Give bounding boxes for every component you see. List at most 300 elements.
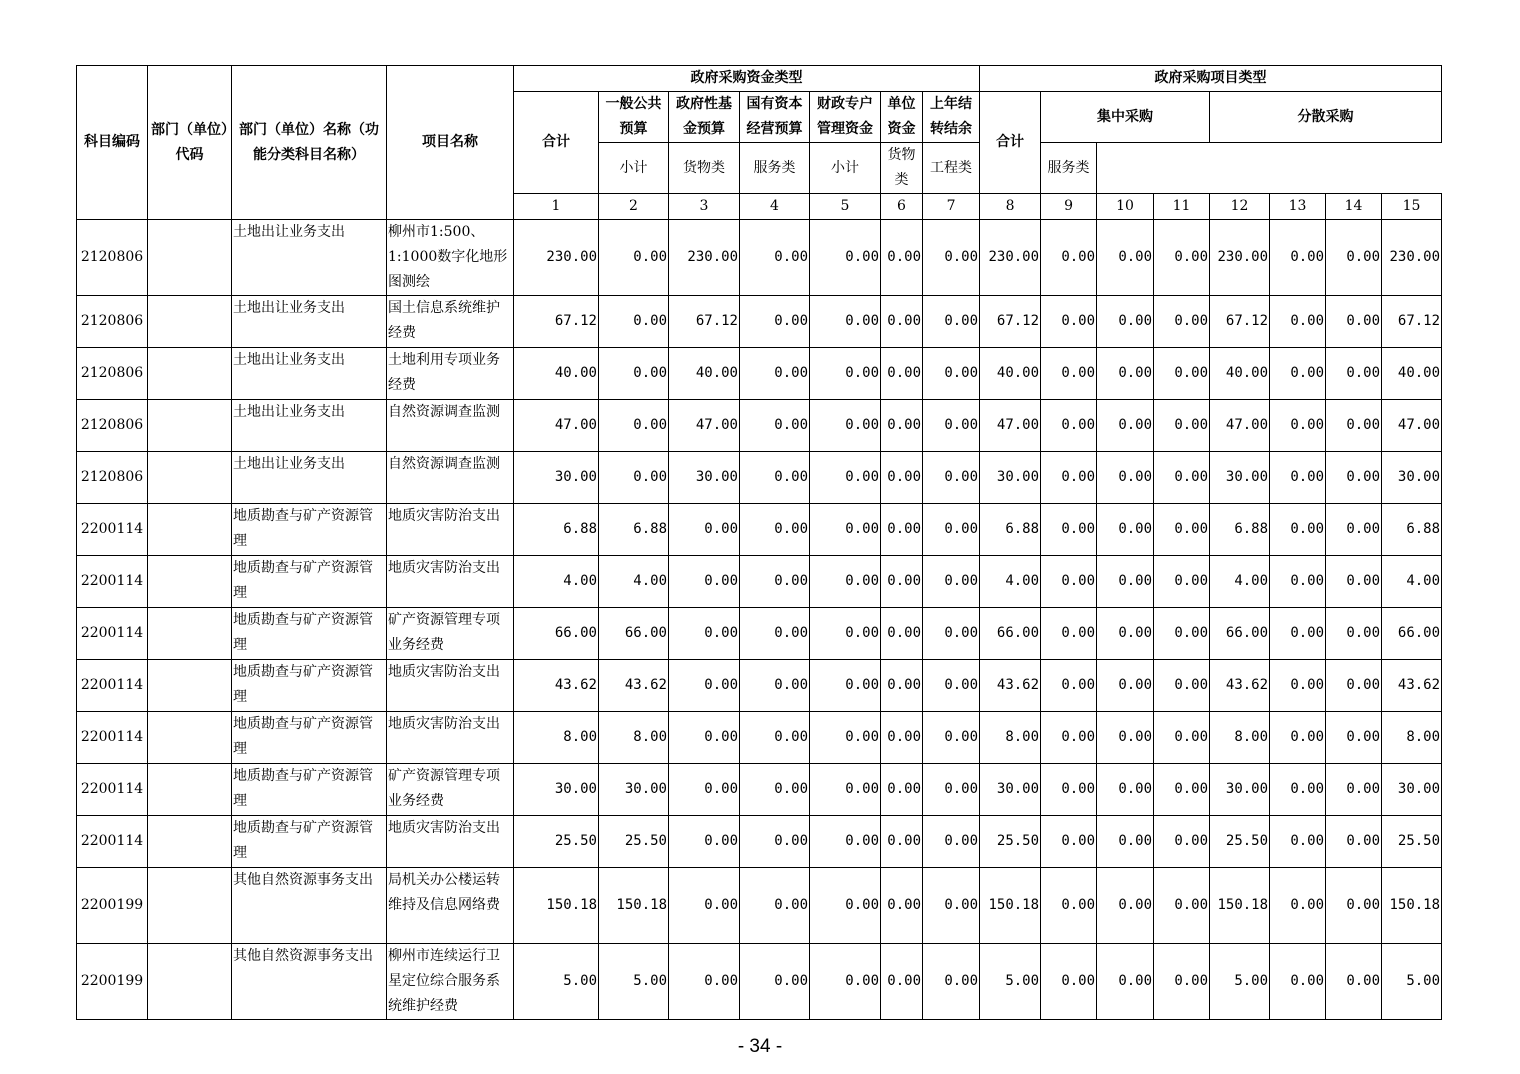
amount-cell: 0.00 [1154, 712, 1210, 764]
amount-cell: 30.00 [514, 452, 599, 504]
amount-cell: 0.00 [881, 608, 923, 660]
subject-code-cell: 2200114 [77, 712, 148, 764]
amount-cell: 0.00 [810, 220, 881, 296]
table-body [77, 220, 1442, 1020]
subject-code-cell: 2200114 [77, 660, 148, 712]
amount-cell: 0.00 [810, 296, 881, 348]
amount-cell: 0.00 [1097, 400, 1154, 452]
amount-cell: 0.00 [1270, 452, 1326, 504]
amount-cell: 0.00 [669, 504, 740, 556]
dept-code-cell [148, 348, 232, 400]
column-number: 4 [740, 194, 810, 220]
header-central-subtotal: 小计 [599, 143, 669, 194]
amount-cell: 0.00 [1326, 296, 1382, 348]
table-row [77, 816, 1442, 868]
amount-cell: 0.00 [599, 220, 669, 296]
table-row [77, 712, 1442, 764]
amount-cell: 230.00 [1382, 220, 1442, 296]
amount-cell: 0.00 [1326, 556, 1382, 608]
amount-cell: 0.00 [1326, 764, 1382, 816]
amount-cell: 0.00 [1041, 504, 1097, 556]
amount-cell: 0.00 [740, 712, 810, 764]
amount-cell: 0.00 [1270, 400, 1326, 452]
amount-cell: 0.00 [599, 348, 669, 400]
dept-name-cell: 地质勘查与矿产资源管理 [232, 504, 387, 556]
table-row [77, 660, 1442, 712]
amount-cell: 43.62 [514, 660, 599, 712]
amount-cell: 150.18 [980, 868, 1041, 944]
amount-cell: 0.00 [669, 764, 740, 816]
amount-cell: 0.00 [1154, 764, 1210, 816]
column-number: 14 [1326, 194, 1382, 220]
header-dispersed-engineering: 工程类 [923, 143, 980, 194]
amount-cell: 0.00 [1097, 868, 1154, 944]
amount-cell: 0.00 [1097, 556, 1154, 608]
dept-name-cell: 地质勘查与矿产资源管理 [232, 556, 387, 608]
amount-cell: 0.00 [1041, 608, 1097, 660]
amount-cell: 0.00 [1270, 764, 1326, 816]
amount-cell: 0.00 [1270, 660, 1326, 712]
table-row [77, 868, 1442, 944]
project-name-cell: 地质灾害防治支出 [387, 504, 514, 556]
header-project-type-group: 政府采购项目类型 [980, 66, 1442, 92]
amount-cell: 150.18 [599, 868, 669, 944]
amount-cell: 67.12 [669, 296, 740, 348]
amount-cell: 5.00 [980, 944, 1041, 1020]
header-general-budget: 一般公共预算 [599, 92, 669, 143]
dept-name-cell: 土地出让业务支出 [232, 296, 387, 348]
dept-name-cell: 地质勘查与矿产资源管理 [232, 660, 387, 712]
dept-name-cell: 其他自然资源事务支出 [232, 868, 387, 944]
amount-cell: 0.00 [923, 712, 980, 764]
amount-cell: 30.00 [1210, 764, 1270, 816]
subject-code-cell: 2120806 [77, 452, 148, 504]
amount-cell: 0.00 [923, 868, 980, 944]
amount-cell: 47.00 [1382, 400, 1442, 452]
amount-cell: 0.00 [740, 556, 810, 608]
amount-cell: 6.88 [599, 504, 669, 556]
amount-cell: 0.00 [1097, 944, 1154, 1020]
amount-cell: 0.00 [923, 556, 980, 608]
column-number: 3 [669, 194, 740, 220]
table-row [77, 608, 1442, 660]
subject-code-cell: 2200114 [77, 504, 148, 556]
amount-cell: 0.00 [1270, 868, 1326, 944]
amount-cell: 0.00 [1326, 660, 1382, 712]
amount-cell: 0.00 [1041, 452, 1097, 504]
amount-cell: 0.00 [599, 400, 669, 452]
dept-code-cell [148, 296, 232, 348]
amount-cell: 67.12 [1210, 296, 1270, 348]
amount-cell: 0.00 [599, 296, 669, 348]
subject-code-cell: 2200199 [77, 944, 148, 1020]
subject-code-cell: 2200114 [77, 764, 148, 816]
header-dispersed-goods: 货物类 [881, 143, 923, 194]
amount-cell: 4.00 [514, 556, 599, 608]
amount-cell: 230.00 [980, 220, 1041, 296]
amount-cell: 0.00 [881, 452, 923, 504]
project-name-cell: 地质灾害防治支出 [387, 816, 514, 868]
amount-cell: 0.00 [1097, 816, 1154, 868]
header-state-capital-budget: 国有资本经营预算 [740, 92, 810, 143]
column-number: 11 [1154, 194, 1210, 220]
amount-cell: 0.00 [740, 452, 810, 504]
dept-code-cell [148, 816, 232, 868]
dept-name-cell: 地质勘查与矿产资源管理 [232, 816, 387, 868]
dept-name-cell: 其他自然资源事务支出 [232, 944, 387, 1020]
dept-code-cell [148, 712, 232, 764]
amount-cell: 25.50 [980, 816, 1041, 868]
amount-cell: 47.00 [1210, 400, 1270, 452]
amount-cell: 66.00 [980, 608, 1041, 660]
amount-cell: 0.00 [1041, 764, 1097, 816]
amount-cell: 0.00 [810, 868, 881, 944]
amount-cell: 0.00 [881, 556, 923, 608]
column-number: 10 [1097, 194, 1154, 220]
amount-cell: 0.00 [1154, 556, 1210, 608]
amount-cell: 5.00 [1382, 944, 1442, 1020]
table-row [77, 764, 1442, 816]
amount-cell: 5.00 [599, 944, 669, 1020]
amount-cell: 0.00 [669, 816, 740, 868]
amount-cell: 5.00 [514, 944, 599, 1020]
amount-cell: 0.00 [1041, 348, 1097, 400]
amount-cell: 230.00 [669, 220, 740, 296]
amount-cell: 43.62 [1210, 660, 1270, 712]
amount-cell: 0.00 [1154, 220, 1210, 296]
header-fund-type-group: 政府采购资金类型 [514, 66, 980, 92]
amount-cell: 0.00 [1326, 868, 1382, 944]
amount-cell: 0.00 [923, 660, 980, 712]
amount-cell: 0.00 [1326, 452, 1382, 504]
column-number: 6 [881, 194, 923, 220]
dept-name-cell: 土地出让业务支出 [232, 220, 387, 296]
amount-cell: 6.88 [514, 504, 599, 556]
amount-cell: 30.00 [980, 452, 1041, 504]
amount-cell: 0.00 [1097, 348, 1154, 400]
amount-cell: 0.00 [810, 556, 881, 608]
table-row [77, 452, 1442, 504]
amount-cell: 67.12 [980, 296, 1041, 348]
amount-cell: 0.00 [881, 816, 923, 868]
amount-cell: 67.12 [514, 296, 599, 348]
dept-name-cell: 土地出让业务支出 [232, 348, 387, 400]
amount-cell: 0.00 [810, 816, 881, 868]
subject-code-cell: 2120806 [77, 220, 148, 296]
amount-cell: 0.00 [1154, 944, 1210, 1020]
amount-cell: 0.00 [1154, 400, 1210, 452]
column-number: 8 [980, 194, 1041, 220]
header-project-name: 项目名称 [387, 66, 514, 220]
amount-cell: 0.00 [740, 816, 810, 868]
dept-code-cell [148, 764, 232, 816]
project-name-cell: 自然资源调查监测 [387, 452, 514, 504]
project-name-cell: 地质灾害防治支出 [387, 556, 514, 608]
dept-name-cell: 土地出让业务支出 [232, 400, 387, 452]
amount-cell: 0.00 [1041, 556, 1097, 608]
amount-cell: 30.00 [599, 764, 669, 816]
amount-cell: 0.00 [1270, 220, 1326, 296]
amount-cell: 43.62 [599, 660, 669, 712]
amount-cell: 0.00 [881, 504, 923, 556]
amount-cell: 0.00 [740, 348, 810, 400]
subject-code-cell: 2120806 [77, 348, 148, 400]
amount-cell: 0.00 [923, 944, 980, 1020]
amount-cell: 43.62 [980, 660, 1041, 712]
amount-cell: 0.00 [1097, 764, 1154, 816]
project-name-cell: 土地利用专项业务经费 [387, 348, 514, 400]
project-name-cell: 地质灾害防治支出 [387, 712, 514, 764]
amount-cell: 0.00 [1270, 296, 1326, 348]
amount-cell: 0.00 [810, 944, 881, 1020]
amount-cell: 0.00 [1326, 504, 1382, 556]
amount-cell: 66.00 [514, 608, 599, 660]
amount-cell: 0.00 [1154, 816, 1210, 868]
amount-cell: 8.00 [1210, 712, 1270, 764]
amount-cell: 0.00 [1270, 504, 1326, 556]
amount-cell: 0.00 [1270, 712, 1326, 764]
project-name-cell: 柳州市连续运行卫星定位综合服务系统维护经费 [387, 944, 514, 1020]
project-name-cell: 矿产资源管理专项业务经费 [387, 764, 514, 816]
amount-cell: 0.00 [810, 712, 881, 764]
header-dept-code: 部门（单位）代码 [148, 66, 232, 220]
table-row [77, 504, 1442, 556]
amount-cell: 0.00 [881, 764, 923, 816]
amount-cell: 0.00 [669, 660, 740, 712]
amount-cell: 0.00 [1041, 816, 1097, 868]
amount-cell: 0.00 [1154, 868, 1210, 944]
amount-cell: 47.00 [669, 400, 740, 452]
subject-code-cell: 2200114 [77, 608, 148, 660]
amount-cell: 0.00 [923, 764, 980, 816]
amount-cell: 0.00 [810, 504, 881, 556]
subject-code-cell: 2120806 [77, 400, 148, 452]
amount-cell: 0.00 [1097, 712, 1154, 764]
amount-cell: 0.00 [923, 452, 980, 504]
amount-cell: 150.18 [514, 868, 599, 944]
amount-cell: 0.00 [881, 712, 923, 764]
amount-cell: 0.00 [1326, 400, 1382, 452]
amount-cell: 0.00 [1041, 660, 1097, 712]
header-unit-fund: 单位资金 [881, 92, 923, 143]
table-row [77, 348, 1442, 400]
amount-cell: 0.00 [923, 220, 980, 296]
amount-cell: 0.00 [1326, 712, 1382, 764]
amount-cell: 8.00 [599, 712, 669, 764]
amount-cell: 40.00 [980, 348, 1041, 400]
amount-cell: 0.00 [1041, 712, 1097, 764]
amount-cell: 0.00 [810, 764, 881, 816]
page-number: - 34 - [737, 1036, 783, 1057]
header-dispersed-procurement: 分散采购 [1210, 92, 1442, 143]
dept-code-cell [148, 608, 232, 660]
project-name-cell: 自然资源调查监测 [387, 400, 514, 452]
dept-code-cell [148, 660, 232, 712]
amount-cell: 0.00 [1154, 348, 1210, 400]
project-name-cell: 局机关办公楼运转维持及信息网络费 [387, 868, 514, 944]
dept-code-cell [148, 220, 232, 296]
column-number: 9 [1041, 194, 1097, 220]
amount-cell: 0.00 [810, 348, 881, 400]
amount-cell: 6.88 [1210, 504, 1270, 556]
amount-cell: 0.00 [1154, 608, 1210, 660]
project-name-cell: 矿产资源管理专项业务经费 [387, 608, 514, 660]
header-subject-code: 科目编码 [77, 66, 148, 220]
amount-cell: 0.00 [599, 452, 669, 504]
dept-name-cell: 地质勘查与矿产资源管理 [232, 764, 387, 816]
project-name-cell: 地质灾害防治支出 [387, 660, 514, 712]
amount-cell: 230.00 [514, 220, 599, 296]
amount-cell: 0.00 [1097, 220, 1154, 296]
amount-cell: 0.00 [881, 944, 923, 1020]
amount-cell: 4.00 [1382, 556, 1442, 608]
dept-code-cell [148, 452, 232, 504]
amount-cell: 0.00 [740, 660, 810, 712]
amount-cell: 30.00 [1382, 452, 1442, 504]
procurement-table [76, 65, 1442, 1020]
column-number: 15 [1382, 194, 1442, 220]
amount-cell: 0.00 [810, 452, 881, 504]
amount-cell: 0.00 [923, 504, 980, 556]
dept-code-cell [148, 944, 232, 1020]
amount-cell: 0.00 [1041, 296, 1097, 348]
amount-cell: 0.00 [1154, 296, 1210, 348]
amount-cell: 40.00 [514, 348, 599, 400]
amount-cell: 66.00 [599, 608, 669, 660]
amount-cell: 6.88 [980, 504, 1041, 556]
amount-cell: 0.00 [1326, 944, 1382, 1020]
amount-cell: 0.00 [740, 868, 810, 944]
amount-cell: 230.00 [1210, 220, 1270, 296]
subject-code-cell: 2200114 [77, 816, 148, 868]
amount-cell: 0.00 [881, 400, 923, 452]
amount-cell: 0.00 [740, 764, 810, 816]
amount-cell: 25.50 [1382, 816, 1442, 868]
column-number: 7 [923, 194, 980, 220]
header-central-services: 服务类 [740, 143, 810, 194]
amount-cell: 0.00 [881, 348, 923, 400]
amount-cell: 0.00 [1041, 868, 1097, 944]
amount-cell: 0.00 [1326, 348, 1382, 400]
amount-cell: 150.18 [1382, 868, 1442, 944]
header-fund-total: 合计 [514, 92, 599, 194]
amount-cell: 0.00 [1041, 400, 1097, 452]
subject-code-cell: 2200199 [77, 868, 148, 944]
amount-cell: 0.00 [881, 220, 923, 296]
amount-cell: 0.00 [1097, 504, 1154, 556]
header-special-account-fund: 财政专户管理资金 [810, 92, 881, 143]
amount-cell: 0.00 [810, 608, 881, 660]
amount-cell: 0.00 [810, 660, 881, 712]
amount-cell: 30.00 [980, 764, 1041, 816]
column-number: 12 [1210, 194, 1270, 220]
amount-cell: 0.00 [1154, 660, 1210, 712]
amount-cell: 25.50 [514, 816, 599, 868]
dept-name-cell: 地质勘查与矿产资源管理 [232, 712, 387, 764]
amount-cell: 0.00 [669, 712, 740, 764]
amount-cell: 0.00 [1097, 452, 1154, 504]
amount-cell: 40.00 [1382, 348, 1442, 400]
header-dept-name: 部门（单位）名称（功能分类科目名称） [232, 66, 387, 220]
amount-cell: 0.00 [1041, 220, 1097, 296]
column-number: 1 [514, 194, 599, 220]
amount-cell: 0.00 [923, 816, 980, 868]
amount-cell: 8.00 [1382, 712, 1442, 764]
amount-cell: 4.00 [980, 556, 1041, 608]
amount-cell: 0.00 [923, 608, 980, 660]
amount-cell: 0.00 [740, 220, 810, 296]
header-project-total: 合计 [980, 92, 1041, 194]
dept-code-cell [148, 868, 232, 944]
dept-name-cell: 地质勘查与矿产资源管理 [232, 608, 387, 660]
amount-cell: 0.00 [1326, 608, 1382, 660]
amount-cell: 47.00 [514, 400, 599, 452]
amount-cell: 0.00 [1154, 504, 1210, 556]
project-name-cell: 国土信息系统维护经费 [387, 296, 514, 348]
amount-cell: 0.00 [669, 608, 740, 660]
amount-cell: 0.00 [923, 296, 980, 348]
column-number: 13 [1270, 194, 1326, 220]
amount-cell: 0.00 [669, 944, 740, 1020]
amount-cell: 0.00 [740, 504, 810, 556]
amount-cell: 30.00 [514, 764, 599, 816]
amount-cell: 4.00 [1210, 556, 1270, 608]
amount-cell: 25.50 [1210, 816, 1270, 868]
amount-cell: 0.00 [1270, 348, 1326, 400]
table-row [77, 556, 1442, 608]
subject-code-cell: 2200114 [77, 556, 148, 608]
amount-cell: 8.00 [514, 712, 599, 764]
amount-cell: 0.00 [1154, 452, 1210, 504]
header-carryover: 上年结转结余 [923, 92, 980, 143]
amount-cell: 0.00 [1326, 816, 1382, 868]
table-row [77, 400, 1442, 452]
amount-cell: 67.12 [1382, 296, 1442, 348]
amount-cell: 8.00 [980, 712, 1041, 764]
amount-cell: 0.00 [881, 868, 923, 944]
dept-name-cell: 土地出让业务支出 [232, 452, 387, 504]
amount-cell: 25.50 [599, 816, 669, 868]
column-number: 5 [810, 194, 881, 220]
dept-code-cell [148, 400, 232, 452]
amount-cell: 0.00 [1270, 944, 1326, 1020]
amount-cell: 0.00 [1270, 608, 1326, 660]
amount-cell: 0.00 [740, 608, 810, 660]
header-gov-fund-budget: 政府性基金预算 [669, 92, 740, 143]
amount-cell: 0.00 [740, 400, 810, 452]
amount-cell: 0.00 [740, 296, 810, 348]
dept-code-cell [148, 556, 232, 608]
table-row [77, 220, 1442, 296]
amount-cell: 150.18 [1210, 868, 1270, 944]
subject-code-cell: 2120806 [77, 296, 148, 348]
amount-cell: 66.00 [1210, 608, 1270, 660]
project-name-cell: 柳州市1:500、1:1000数字化地形图测绘 [387, 220, 514, 296]
header-central-goods: 货物类 [669, 143, 740, 194]
amount-cell: 4.00 [599, 556, 669, 608]
amount-cell: 0.00 [1097, 296, 1154, 348]
column-number: 2 [599, 194, 669, 220]
header-central-procurement: 集中采购 [1041, 92, 1210, 143]
amount-cell: 0.00 [923, 400, 980, 452]
dept-code-cell [148, 504, 232, 556]
amount-cell: 30.00 [1382, 764, 1442, 816]
amount-cell: 0.00 [810, 400, 881, 452]
amount-cell: 0.00 [881, 660, 923, 712]
amount-cell: 66.00 [1382, 608, 1442, 660]
amount-cell: 6.88 [1382, 504, 1442, 556]
table-row [77, 944, 1442, 1020]
